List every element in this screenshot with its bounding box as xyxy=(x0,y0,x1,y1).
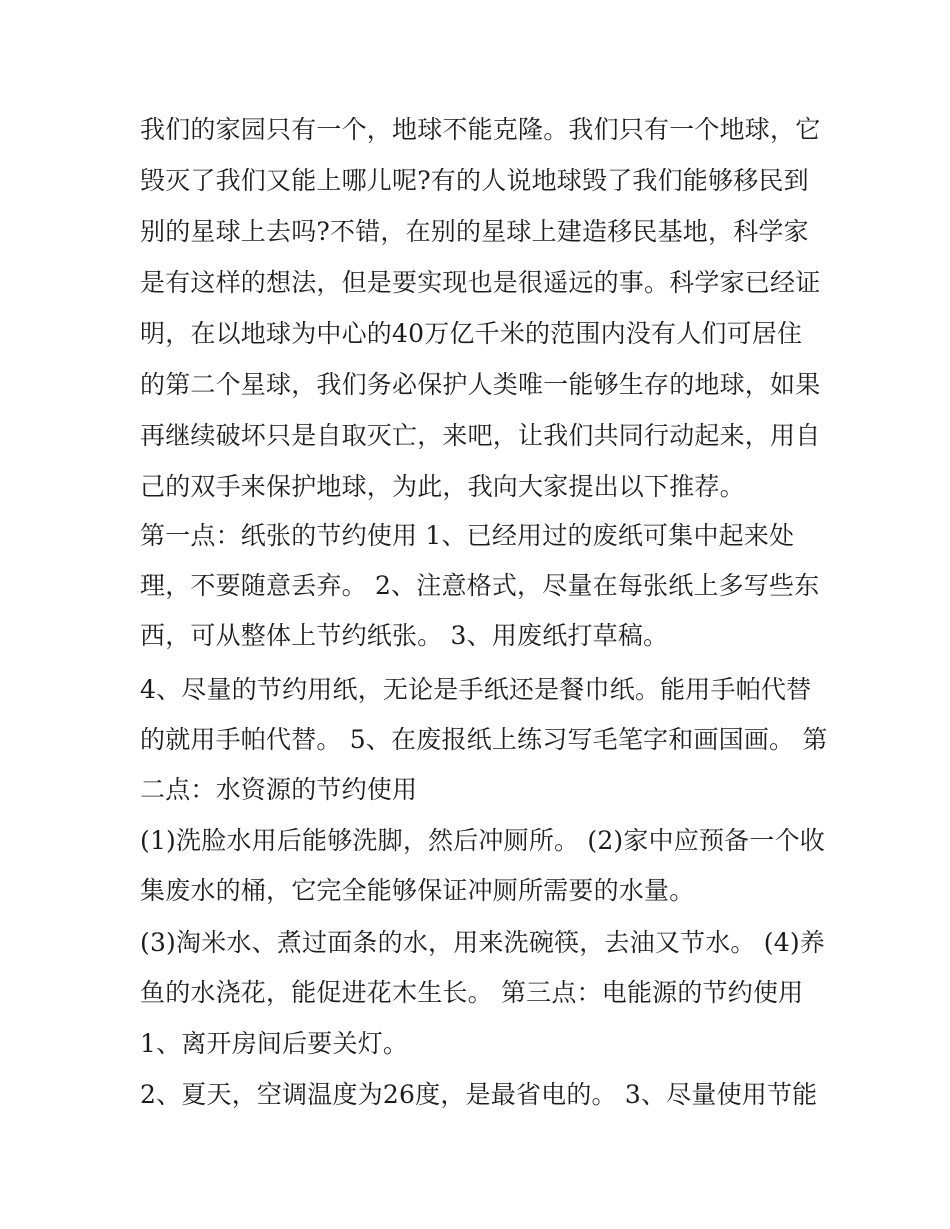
text-line: 第一点：纸张的节约使用 1、已经用过的废纸可集中起来处 xyxy=(140,521,795,550)
text-line: 理，不要随意丢弃。 2、注意格式，尽量在每张纸上多写些东 xyxy=(140,571,820,600)
text-line: 再继续破坏只是自取灭亡，来吧，让我们共同行动起来，用自 xyxy=(140,421,821,450)
text-line: 别的星球上去吗?不错，在别的星球上建造移民基地，科学家 xyxy=(140,217,809,246)
text-line: (1)洗脸水用后能够洗脚，然后冲厕所。 (2)家中应预备一个收 xyxy=(140,826,825,855)
text-line: 的第二个星球，我们务必保护人类唯一能够生存的地球，如果 xyxy=(140,370,821,399)
text-line: 二点：水资源的节约使用 xyxy=(140,775,418,804)
text-line: 集废水的桶，它完全能够保证冲厕所需要的水量。 xyxy=(140,876,695,905)
text-line: 2、夏天，空调温度为26度，是最省电的。 3、尽量使用节能 xyxy=(140,1080,818,1109)
text-line: 西，可从整体上节约纸张。 3、用废纸打草稿。 xyxy=(140,621,669,650)
text-line: 毁灭了我们又能上哪儿呢?有的人说地球毁了我们能够移民到 xyxy=(140,166,809,195)
text-line: 4、尽量的节约用纸，无论是手纸还是餐巾纸。能用手帕代替 xyxy=(140,675,812,704)
text-line: (3)淘米水、煮过面条的水，用来洗碗筷，去油又节水。 (4)养 xyxy=(140,928,825,957)
text-line: 的就用手帕代替。 5、在废报纸上练习写毛笔字和画国画。 第 xyxy=(140,725,828,754)
text-line: 鱼的水浇花，能促进花木生长。 第三点：电能源的节约使用 xyxy=(140,978,804,1007)
text-line: 是有这样的想法，但是要实现也是很遥远的事。科学家已经证 xyxy=(140,268,821,297)
text-line: 1、离开房间后要关灯。 xyxy=(140,1029,409,1058)
text-line: 我们的家园只有一个，地球不能克隆。我们只有一个地球，它 xyxy=(140,115,821,144)
text-line: 己的双手来保护地球，为此，我向大家提出以下推荐。 xyxy=(140,472,745,501)
text-line: 明，在以地球为中心的40万亿千米的范围内没有人们可居住 xyxy=(140,319,803,348)
